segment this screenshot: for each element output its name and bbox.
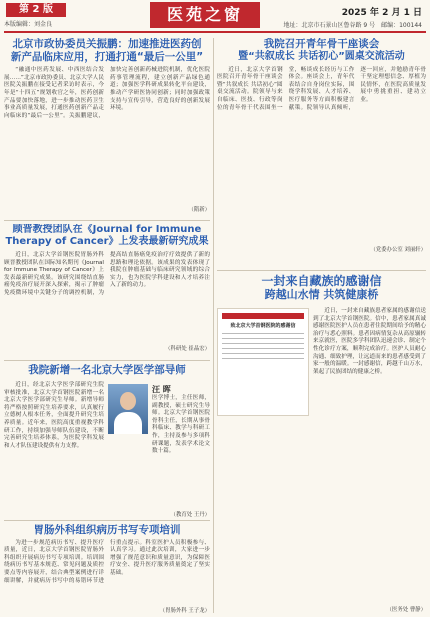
- column-divider: [213, 38, 214, 613]
- article-byline: （科研处 崔晶宏）: [165, 346, 210, 352]
- section-divider: [4, 520, 210, 521]
- person-profile: [152, 384, 210, 456]
- article-text: 近日，北京大学首钢医院召开青年骨干座谈会暨“共叙成长 共话初心”圆桌交流活动。院领导与来自临床、医技、行政等岗位的青年骨干代表围坐一堂，畅谈成长经历与工作体会。座谈会上，青年代表结合自身岗位实际，围绕学科发展、人才培养、医疗服务等方面积极建言献策。院领导认真倾听，逐一回应，并勉励青年骨干坚定理想信念、厚植为民情怀，在医院高质量发展中勇挑重担、建功立业。: [217, 66, 426, 111]
- page-number-label: 第 2 版: [6, 3, 66, 17]
- headline-line: Therapy of Cancer》上发表最新研究成果: [5, 236, 209, 247]
- article-text: 为进一步规范病历书写、提升医疗质量，近日，北京大学首钢医院胃肠外科组织开展病历书写专项培训。培训围绕病历书写基本规范、常见问题及质控要点等内容展开，结合典型案例进行详细讲解，并就病历书写中的易错环节进行重点提示。科室医护人员积极参与、认真学习。通过此次培训，大家进一步增强了规范意识和质量意识，为保障医疗安全、提升医疗服务质量奠定了坚实基础。: [4, 539, 210, 584]
- article-subheadline: 跨越山水情 共筑健康桥: [264, 288, 379, 302]
- article-cppcc-member: [4, 38, 210, 218]
- article-body: [4, 67, 210, 205]
- article-text: 近日，一封来自藏族患者家属的感谢信送到了北京大学首钢医院。信中，患者家属真诚感谢医院医护人员在患者住院期间给予的精心治疗与悉心照料。患者因病情复杂从高原辗转来京就医，医院多学科团队迅速会诊、制定个性化诊疗方案，顺利完成治疗。医护人员耐心沟通、细致护理，让远道而来的患者感受到了家一般的温暖。一封感谢信，跨越千山万水，架起了民族团结的健康之桥。: [313, 308, 426, 375]
- article-new-supervisor: [4, 364, 210, 518]
- article-headline: [4, 224, 210, 248]
- article-youth-forum: [217, 38, 426, 268]
- person-bio: 医学博士，主任医师，副教授，硕士研究生导师。北京大学首钢医院骨科主任，长期从事骨科临床、教学与科研工作，主持及参与多项科研课题，发表学术论文数十篇。: [152, 395, 210, 455]
- article-text: 近日，北京大学首钢医院胃肠外科顾晋教授团队在国际知名期刊《Journal for Immune Therapy of Cancer》上发表最新研究成果。该研究围绕结直肠癌免疫治疗展开深入探索，揭示了肿瘤免疫微环境中关键分子的调控机制，为提高结直肠癌免疫治疗疗效提供了新的思路和理论依据。该成果的发表体现了我院在肿瘤基础与临床研究领域的综合实力，也为医院学科建设和人才培养注入了新的动力。: [4, 252, 210, 296]
- article-body: [313, 308, 426, 604]
- masthead-title: 医苑之窗: [150, 2, 260, 28]
- person-name: 汪 晖: [152, 385, 171, 394]
- article-body: [4, 252, 210, 344]
- section-divider: [4, 360, 210, 361]
- article-body: [217, 67, 426, 245]
- headline-line: 北京市政协委员关振鹏：加速推进医药创: [12, 38, 202, 50]
- article-byline: （胃肠外科 王子龙）: [159, 607, 210, 613]
- article-research-publication: [4, 224, 210, 358]
- article-training: [4, 524, 210, 613]
- letter-header-band: [222, 313, 304, 319]
- portrait-photo: [108, 384, 148, 434]
- article-subheadline: 暨“共叙成长 共话初心”圆桌交流活动: [238, 50, 405, 62]
- article-byline: （教育处 王丹）: [170, 512, 210, 518]
- section-divider: [4, 220, 210, 221]
- letter-image: [217, 308, 309, 416]
- header-rule: [4, 31, 426, 33]
- article-byline: （党委办公室 刘丽轩）: [370, 246, 426, 253]
- article-body: [4, 382, 104, 508]
- article-text: 近日，经北京大学医学部研究生院审核批准，北京大学首钢医院新增一名北京大学医学部研究生导师。新增导师将严格按照研究生培养要求，认真履行立德树人根本任务，全面提升研究生培养质量。近年来，医院高度重视教学科研工作，持续加强导师队伍建设，不断完善研究生培养体系，为医院学科发展和人才队伍建设提供有力支撑。: [4, 382, 104, 449]
- article-headline: 我院新增一名北京大学医学部导师: [28, 364, 186, 376]
- issue-date: 2025 年 2 月 1 日: [341, 8, 422, 18]
- article-headline: 我院召开青年骨干座谈会: [263, 38, 380, 50]
- article-headline: 胃肠外科组织病历书写专项培训: [33, 524, 181, 536]
- headline-line: 顾晋教授团队在《Journal for Immune: [12, 224, 202, 235]
- article-byline: （隋新）: [188, 207, 210, 214]
- section-divider: [217, 270, 426, 271]
- letter-title: 致北京大学首钢医院的感谢信: [230, 323, 296, 329]
- article-thank-you-letter: [217, 274, 426, 613]
- article-headline: [4, 38, 210, 63]
- headline-line: 新产品临床应用，打通打通“最后一公里”: [10, 50, 204, 63]
- article-body: [4, 540, 210, 606]
- article-text: “融通中医药发展、中西医结合发展……”北京市政协委员、北京大学人民医院关振鹏在接受记者采访时表示，今年是“十四五”规划收官之年，医药创新产品要加快落地，进一步推动医药卫生事业高质量发展，打通医药创新产品走向临床的“最后一公里”。关振鹏建议，加快完善创新药械进院机制，优化医院药事管理流程，建立创新产品绿色通道；加强医学科研成果转化平台建设，推动产学研医协同创新；同时加强政策支持与宣传引导，营造良好的创新发展环境。: [4, 67, 210, 119]
- page-header: [0, 0, 430, 34]
- editor-credit: 本版编辑：刘金良: [4, 21, 53, 28]
- publisher-address: 地址：北京市石景山区鲁谷路 9 号 邮编：100144: [283, 22, 422, 29]
- article-headline: 一封来自藏族的感谢信: [261, 274, 382, 288]
- article-byline: （医务处 曹静）: [386, 607, 426, 613]
